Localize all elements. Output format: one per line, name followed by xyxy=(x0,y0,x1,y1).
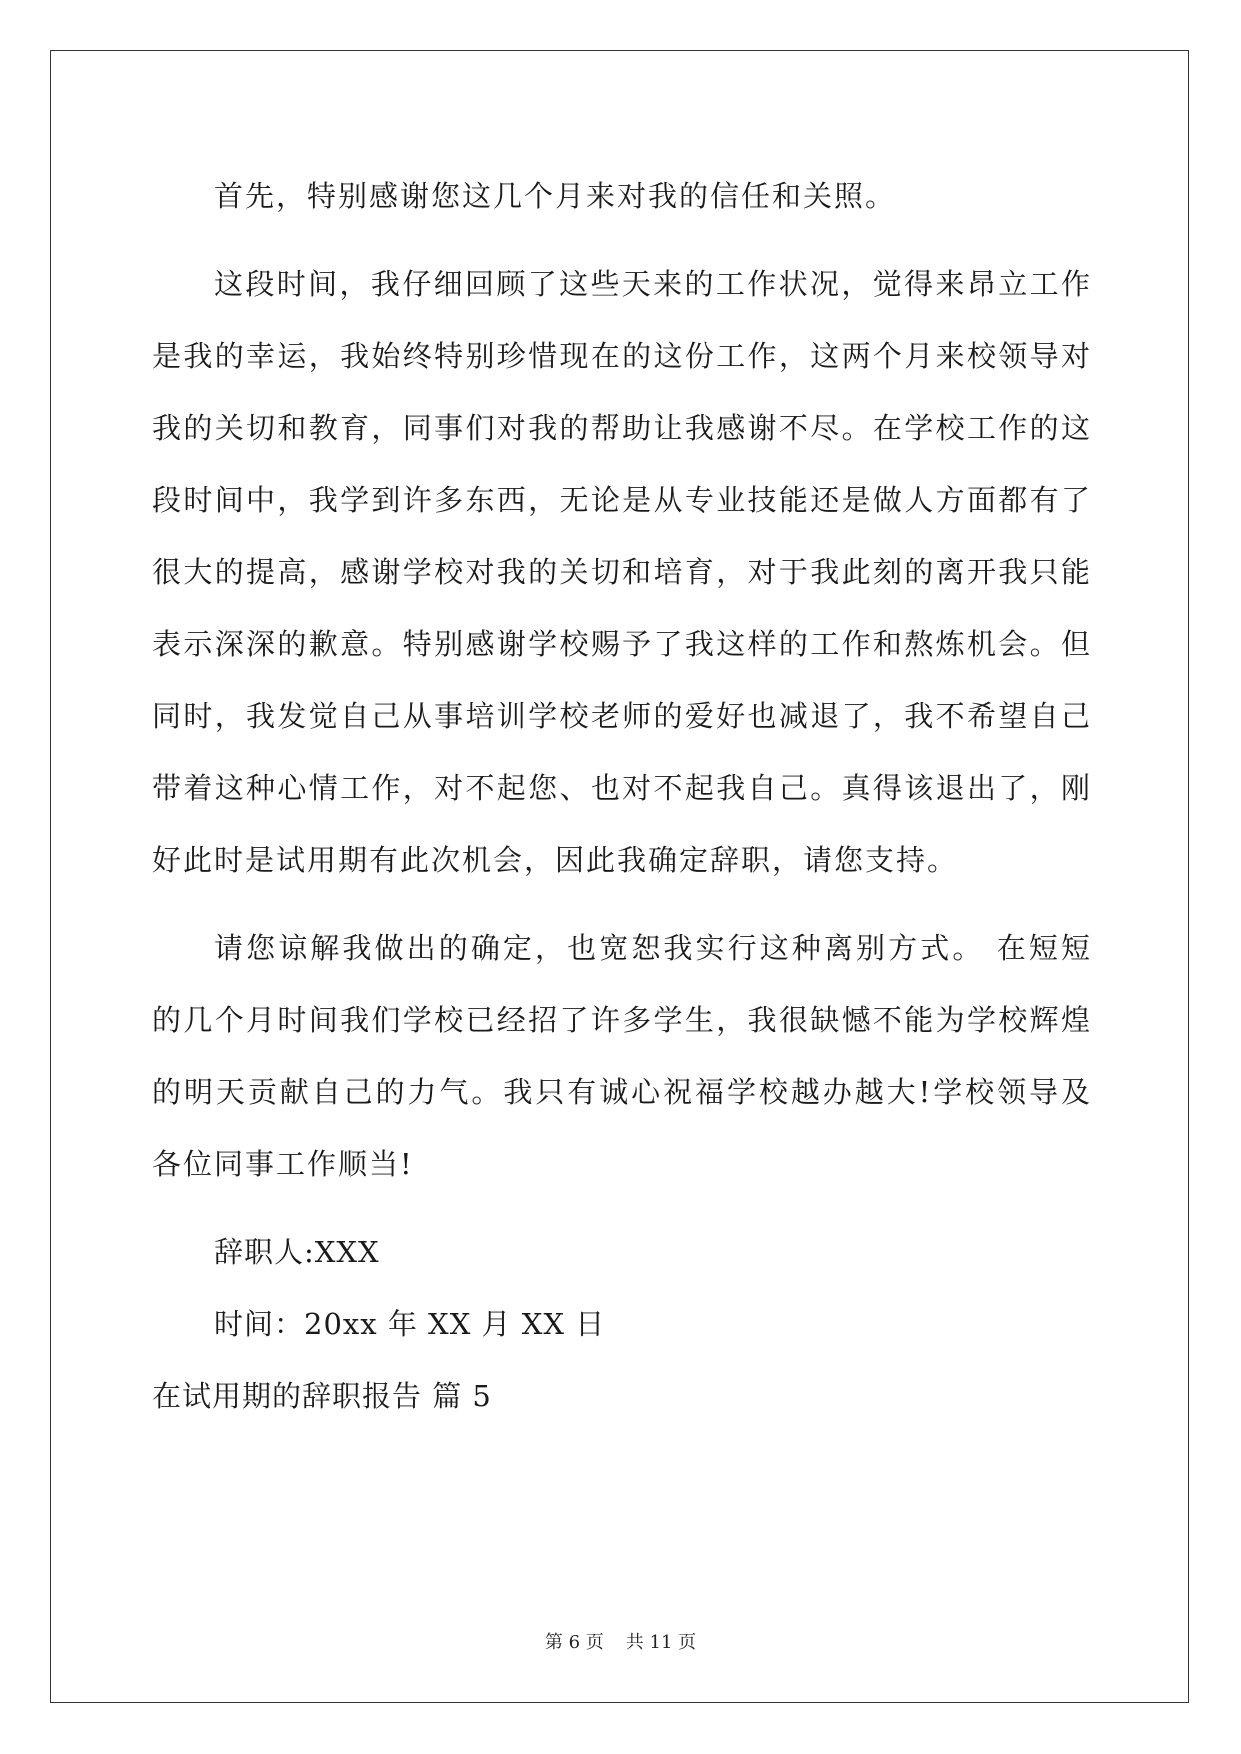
document-body xyxy=(152,160,1092,1432)
page-footer xyxy=(0,1628,1241,1654)
page-number: 第 6 页 xyxy=(544,1632,604,1653)
section-heading: 在试用期的辞职报告 篇 5 xyxy=(152,1379,492,1413)
letter-paragraph-3: 请您谅解我做出的确定，也宽恕我实行这种离别方式。 在短短的几个月时间我们学校已经招了许多学生，我很缺憾不能为学校辉煌的明天贡献自己的力气。我只有诚心祝福学校越办越大!学校领导及各位同事工作顺当! xyxy=(152,931,1092,1181)
letter-paragraph-2: 这段时间，我仔细回顾了这些天来的工作状况，觉得来昂立工作是我的幸运，我始终特别珍惜现在的这份工作，这两个月来校领导对我的关切和教育，同事们对我的帮助让我感谢不尽。在学校工作的这段时间中，我学到许多东西，无论是从专业技能还是做人方面都有了很大的提高，感谢学校对我的关切和培育，对于我此刻的离开我只能表示深深的歉意。特别感谢学校赐予了我这样的工作和熬炼机会。但同时，我发觉自己从事培训学校老师的爱好也减退了，我不希望自己带着这种心情工作，对不起您、也对不起我自己。真得该退出了，刚好此时是试用期有此次机会，因此我确定辞职，请您支持。 xyxy=(152,267,1092,877)
signature-line: 辞职人:XXX xyxy=(214,1235,380,1269)
page-total: 共 11 页 xyxy=(625,1632,697,1653)
letter-paragraph-1: 首先，特别感谢您这几个月来对我的信任和关照。 xyxy=(214,179,897,213)
date-line: 时间：20xx 年 XX 月 XX 日 xyxy=(214,1307,606,1341)
